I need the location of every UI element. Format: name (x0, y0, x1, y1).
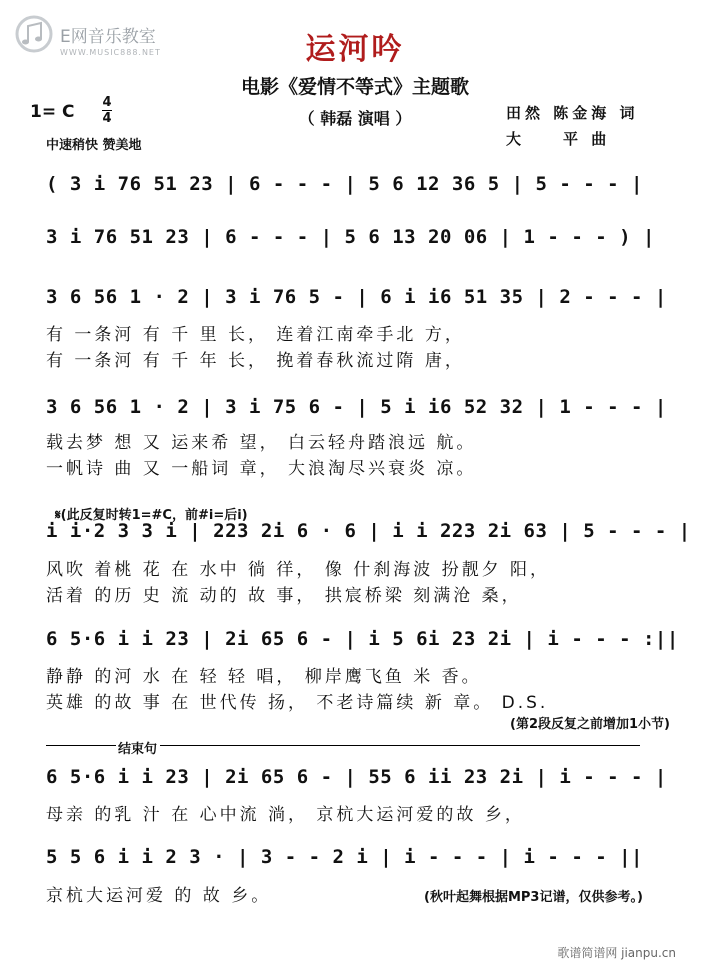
notation-system-1: ( 3 i 76 51 23 | 6 - - - | 5 6 12 36 5 | 5 - - - | (46, 173, 643, 195)
lyric-line-5b: 活着 的历 史 流 动的 故 事， 拱宸桥梁 刻满沧 桑， (46, 586, 522, 606)
ending-bracket-line-left (46, 745, 116, 746)
key-signature: 1= C (30, 102, 75, 122)
notation-system-4: 3 6 56 1 · 2 | 3 i 75 6 - | 5 i i6 52 32 | 1 - - - | (46, 396, 667, 418)
lyric-line-4a: 载去梦 想 又 运来希 望， 白云轻舟踏浪远 航。 (46, 433, 477, 453)
lyric-line-4b: 一帆诗 曲 又 一船词 章， 大浪淘尽兴衰炎 凉。 (46, 459, 477, 479)
notation-system-5: i i·2 3 3 i | 223 2i 6 · 6 | i i 223 2i 63 | 5 - - - | (46, 520, 691, 542)
notation-system-3: 3 6 56 1 · 2 | 3 i 76 5 - | 6 i i6 51 35 | 2 - - - | (46, 286, 667, 308)
tempo-marking: 中速稍快 赞美地 (46, 138, 142, 153)
repeat-instruction: 𝄋(此反复时转1=#C，前#i=后i) (55, 508, 248, 523)
lyric-line-6a: 静静 的河 水 在 轻 轻 唱， 柳岸鹰飞鱼 米 香。 (46, 667, 482, 687)
lyric-line-3a: 有 一条河 有 千 里 长， 连着江南牵手北 方， (46, 325, 465, 345)
meter-bottom: 4 (102, 111, 112, 126)
lyric-line-5a: 风吹 着桃 花 在 水中 徜 徉， 像 什刹海波 扮靓夕 阳， (46, 560, 551, 580)
footer-note: (秋叶起舞根据MP3记谱，仅供参考。) (424, 890, 643, 905)
notation-system-8: 5 5 6 i i 2 3 · | 3 - - 2 i | i - - - | i - - - || (46, 846, 643, 868)
song-subtitle: 电影《爱情不等式》主题歌 (240, 76, 469, 98)
song-title: 运河吟 (305, 32, 405, 67)
lyric-line-6b: 英雄 的故 事 在 世代传 扬， 不老诗篇续 新 章。 D.S. (46, 693, 549, 713)
meter-top: 4 (102, 95, 112, 110)
second-verse-note: (第2段反复之前增加1小节) (510, 717, 670, 732)
segno-icon: 𝄋 (55, 508, 61, 523)
site-name: E网音乐教室 (60, 27, 156, 47)
lyric-line-8: 京杭大运河爱 的 故 乡。 (46, 886, 272, 906)
notation-system-6: 6 5·6 i i 23 | 2i 65 6 - | i 5 6i 23 2i | i - - - :|| (46, 628, 679, 650)
ending-bracket-line-right (160, 745, 640, 746)
composer-credit: 大 平 曲 (506, 130, 611, 148)
lyric-line-3b: 有 一条河 有 千 年 长， 挽着春秋流过隋 唐， (46, 351, 465, 371)
notation-system-7: 6 5·6 i i 23 | 2i 65 6 - | 55 6 ii 23 2i | i - - - | (46, 766, 667, 788)
lyricist-credit: 田然 陈金海 词 (506, 104, 639, 122)
watermark: 歌谱简谱网 jianpu.cn (557, 946, 676, 960)
time-signature (102, 96, 112, 125)
site-url: WWW.MUSIC888.NET (60, 48, 161, 57)
notation-system-2: 3 i 76 51 23 | 6 - - - | 5 6 13 20 06 | 1 - - - ) | (46, 226, 655, 248)
singer-credit: （ 韩磊 演唱 ） (298, 109, 412, 128)
ending-label: 结束句 (118, 742, 158, 757)
lyric-line-7: 母亲 的乳 汁 在 心中流 淌， 京杭大运河爱的故 乡， (46, 805, 525, 825)
